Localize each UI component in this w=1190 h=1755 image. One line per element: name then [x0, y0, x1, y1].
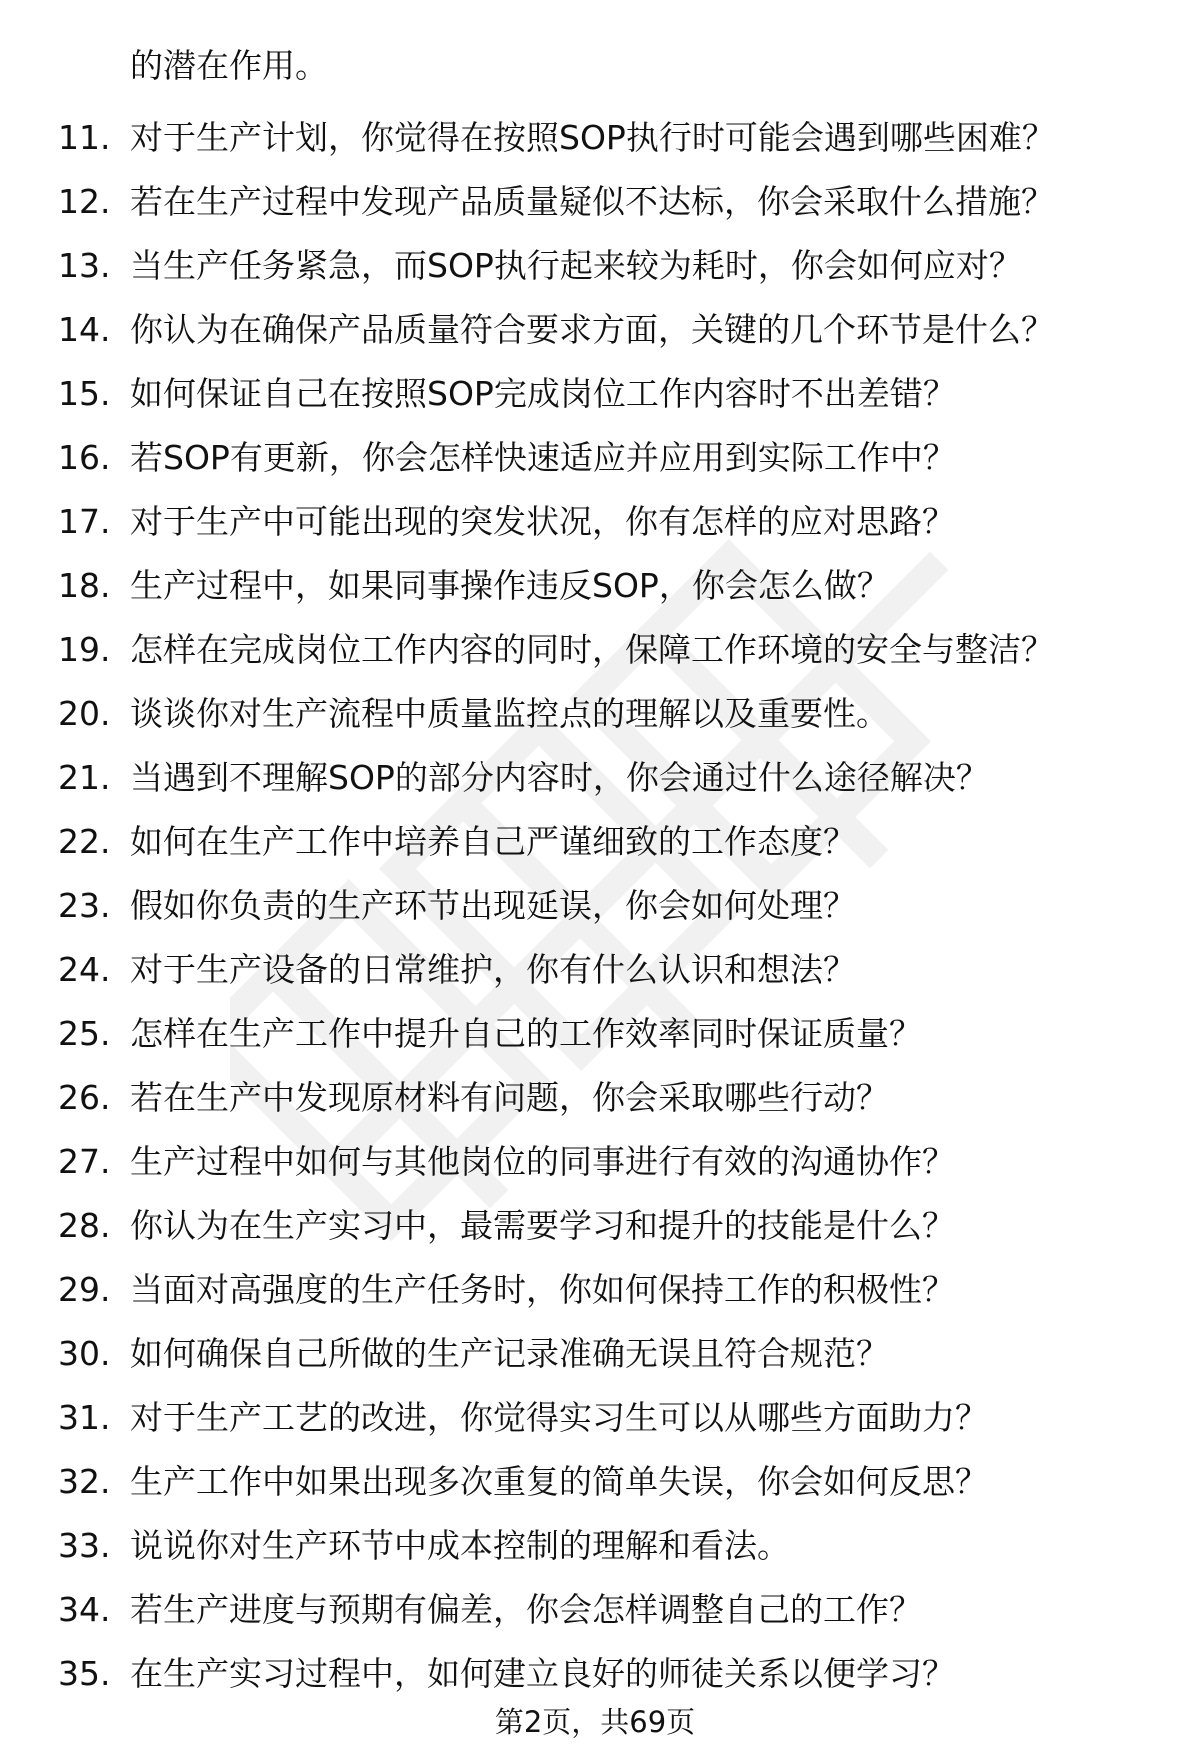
- question-number: 13.: [58, 246, 111, 285]
- question-number: 30.: [58, 1334, 111, 1373]
- question-number: 22.: [58, 822, 111, 861]
- question-text: 生产过程中，如果同事操作违反SOP，你会怎么做？: [130, 566, 890, 605]
- question-number: 18.: [58, 566, 111, 605]
- question-number: 25.: [58, 1014, 111, 1053]
- question-number: 31.: [58, 1398, 111, 1437]
- question-text: 生产过程中如何与其他岗位的同事进行有效的沟通协作？: [130, 1142, 955, 1181]
- question-text: 当面对高强度的生产任务时，你如何保持工作的积极性？: [130, 1270, 955, 1309]
- question-number: 29.: [58, 1270, 111, 1309]
- question-text: 对于生产设备的日常维护，你有什么认识和想法？: [130, 950, 856, 989]
- question-number: 28.: [58, 1206, 111, 1245]
- question-number: 15.: [58, 374, 111, 413]
- continuation-text: 的潜在作用。: [130, 46, 328, 85]
- question-number: 35.: [58, 1654, 111, 1693]
- question-number: 23.: [58, 886, 111, 925]
- question-number: 33.: [58, 1526, 111, 1565]
- question-number: 16.: [58, 438, 111, 477]
- question-text: 在生产实习过程中，如何建立良好的师徒关系以便学习？: [130, 1654, 955, 1693]
- question-text: 生产工作中如果出现多次重复的简单失误，你会如何反思？: [130, 1462, 988, 1501]
- question-text: 对于生产计划，你觉得在按照SOP执行时可能会遇到哪些困难？: [130, 118, 1055, 157]
- question-text: 若在生产中发现原材料有问题，你会采取哪些行动？: [130, 1078, 889, 1117]
- question-number: 21.: [58, 758, 111, 797]
- question-text: 若SOP有更新，你会怎样快速适应并应用到实际工作中？: [130, 438, 956, 477]
- question-text: 怎样在完成岗位工作内容的同时，保障工作环境的安全与整洁？: [130, 630, 1054, 669]
- question-number: 12.: [58, 182, 111, 221]
- question-text: 当生产任务紧急，而SOP执行起来较为耗时，你会如何应对？: [130, 246, 1022, 285]
- question-text: 怎样在生产工作中提升自己的工作效率同时保证质量？: [130, 1014, 922, 1053]
- question-text: 如何保证自己在按照SOP完成岗位工作内容时不出差错？: [130, 374, 956, 413]
- question-number: 34.: [58, 1590, 111, 1629]
- question-number: 17.: [58, 502, 111, 541]
- question-text: 当遇到不理解SOP的部分内容时，你会通过什么途径解决？: [130, 758, 989, 797]
- question-number: 32.: [58, 1462, 111, 1501]
- question-text: 若在生产过程中发现产品质量疑似不达标，你会采取什么措施？: [130, 182, 1054, 221]
- question-text: 谈谈你对生产流程中质量监控点的理解以及重要性。: [130, 694, 889, 733]
- question-number: 26.: [58, 1078, 111, 1117]
- question-text: 说说你对生产环节中成本控制的理解和看法。: [130, 1526, 790, 1565]
- page-number: 第2页，共69页: [494, 1705, 696, 1739]
- question-number: 24.: [58, 950, 111, 989]
- question-number: 27.: [58, 1142, 111, 1181]
- question-number: 20.: [58, 694, 111, 733]
- question-number: 11.: [58, 118, 111, 157]
- question-text: 你认为在生产实习中，最需要学习和提升的技能是什么？: [130, 1206, 955, 1245]
- question-text: 若生产进度与预期有偏差，你会怎样调整自己的工作？: [130, 1590, 922, 1629]
- question-number: 19.: [58, 630, 111, 669]
- question-text: 对于生产工艺的改进，你觉得实习生可以从哪些方面助力？: [130, 1398, 988, 1437]
- question-text: 你认为在确保产品质量符合要求方面，关键的几个环节是什么？: [130, 310, 1054, 349]
- question-number: 14.: [58, 310, 111, 349]
- question-text: 如何确保自己所做的生产记录准确无误且符合规范？: [130, 1334, 889, 1373]
- question-text: 如何在生产工作中培养自己严谨细致的工作态度？: [130, 822, 856, 861]
- question-text: 对于生产中可能出现的突发状况，你有怎样的应对思路？: [130, 502, 955, 541]
- question-text: 假如你负责的生产环节出现延误，你会如何处理？: [130, 886, 856, 925]
